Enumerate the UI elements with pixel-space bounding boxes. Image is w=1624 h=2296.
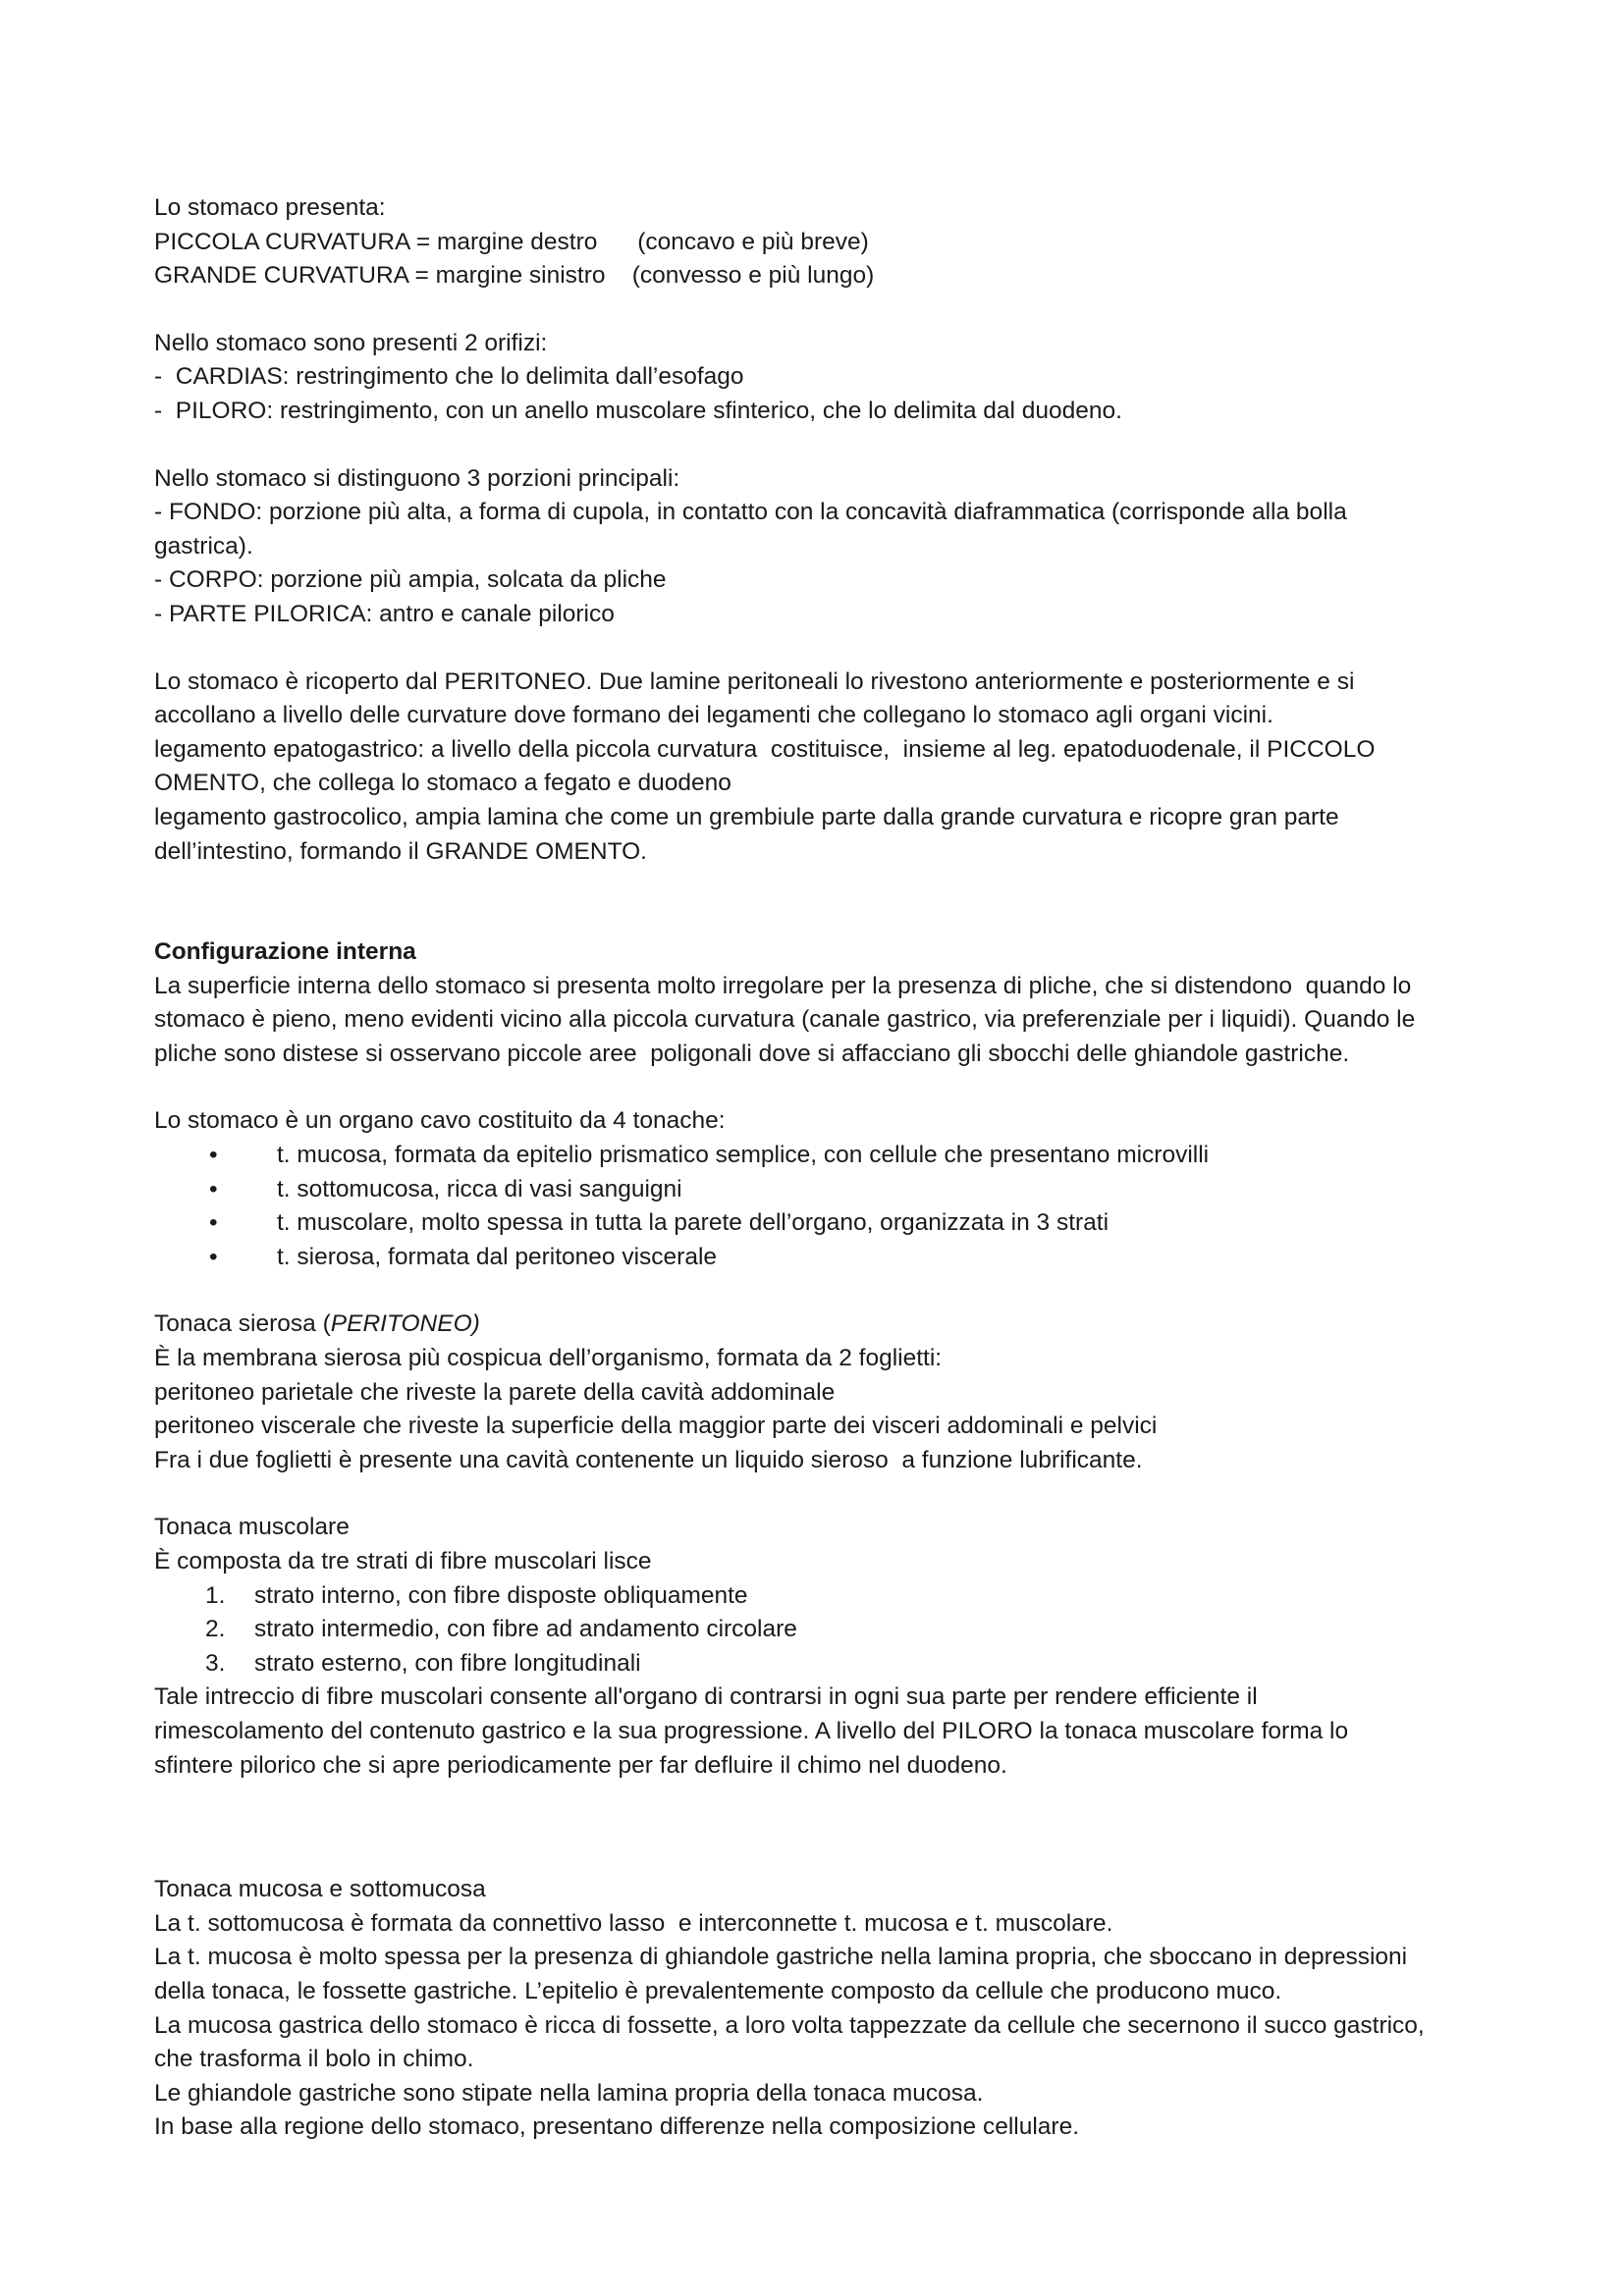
text-line: Lo stomaco è ricoperto dal PERITONEO. Due lamine peritoneali lo rivestono anteriormente e posteriormente e si xyxy=(154,667,1355,695)
text-line: La t. sottomucosa è formata da connettivo lasso e interconnette t. mucosa e t. muscolare. xyxy=(154,1909,1113,1937)
text-line: PICCOLA CURVATURA = margine destro (concavo e più breve) xyxy=(154,228,869,255)
muscolare-section xyxy=(154,1511,1489,1783)
orifizi-section xyxy=(154,327,1489,429)
text-line: pliche sono distese si osservano piccole aree poligonali dove si affacciano gli sbocchi delle ghiandole gastriche. xyxy=(154,1040,1350,1067)
list-text: strato esterno, con fibre longitudinali xyxy=(254,1649,641,1677)
text-line: Lo stomaco presenta: xyxy=(154,194,386,221)
sierosa-section xyxy=(154,1308,1489,1477)
peritoneo-section xyxy=(154,666,1489,870)
list-item xyxy=(154,1613,1489,1647)
text-line: In base alla regione dello stomaco, presentano differenze nella composizione cellulare. xyxy=(154,2113,1080,2141)
tonache-list xyxy=(154,1139,1489,1274)
list-text: strato interno, con fibre disposte obliquamente xyxy=(254,1581,748,1609)
section-title: Tonaca mucosa e sottomucosa xyxy=(154,1876,486,1903)
tonache-section xyxy=(154,1104,1489,1274)
text-line: Fra i due foglietti è presente una cavità contenente un liquido sieroso a funzione lubrificante. xyxy=(154,1446,1143,1473)
text-line: legamento gastrocolico, ampia lamina che come un grembiule parte dalla grande curvatura e ricopre gran parte xyxy=(154,803,1339,830)
list-text: strato intermedio, con fibre ad andamento circolare xyxy=(254,1616,797,1643)
document-page xyxy=(154,191,1489,2145)
strati-list xyxy=(154,1579,1489,1682)
text-line: Nello stomaco sono presenti 2 orifizi: xyxy=(154,329,548,356)
text-line: accollano a livello delle curvature dove formano dei legamenti che collegano lo stomaco agli organi vicini. xyxy=(154,702,1273,729)
porzioni-section xyxy=(154,462,1489,632)
text-line: - FONDO: porzione più alta, a forma di cupola, in contatto con la concavità diaframmatica (corrisponde alla bolla xyxy=(154,499,1347,526)
text-line: La superficie interna dello stomaco si presenta molto irregolare per la presenza di pliche, che si distendono quando lo xyxy=(154,972,1412,999)
text-line: peritoneo parietale che riveste la parete della cavità addominale xyxy=(154,1378,836,1406)
text-line: legamento epatogastrico: a livello della piccola curvatura costituisce, insieme al leg. epatoduodenale, il PICCOLO xyxy=(154,735,1376,763)
title-prefix: Tonaca sierosa ( xyxy=(154,1310,331,1338)
text-line: Lo stomaco è un organo cavo costituito da 4 tonache: xyxy=(154,1107,726,1135)
text-line: stomaco è pieno, meno evidenti vicino alla piccola curvatura (canale gastrico, via preferenziale per i liquidi). Quando le xyxy=(154,1006,1416,1034)
text-line: che trasforma il bolo in chimo. xyxy=(154,2046,474,2073)
text-line: sfintere pilorico che si apre periodicamente per far defluire il chimo nel duodeno. xyxy=(154,1751,1007,1779)
list-item xyxy=(154,1647,1489,1682)
list-number: 3. xyxy=(205,1649,226,1677)
intro-section xyxy=(154,191,1489,294)
list-number: 2. xyxy=(205,1616,226,1643)
text-line: - CORPO: porzione più ampia, solcata da pliche xyxy=(154,566,667,594)
text-line: La mucosa gastrica dello stomaco è ricca di fossette, a loro volta tappezzate da cellule che secernono il succo gastrico, xyxy=(154,2011,1425,2039)
section-title xyxy=(154,1308,1489,1342)
text-line: - CARDIAS: restringimento che lo delimita dall’esofago xyxy=(154,363,744,391)
text-line: È composta da tre strati di fibre muscolari lisce xyxy=(154,1548,652,1575)
text-line: Le ghiandole gastriche sono stipate nella lamina propria della tonaca mucosa. xyxy=(154,2079,984,2107)
text-line: - PILORO: restringimento, con un anello muscolare sfinterico, che lo delimita dal duodeno. xyxy=(154,397,1122,424)
text-line: È la membrana sierosa più cospicua dell’organismo, formata da 2 foglietti: xyxy=(154,1345,943,1372)
list-item: • t. sottomucosa, ricca di vasi sanguigni xyxy=(154,1173,1489,1207)
title-italic: PERITONEO) xyxy=(330,1310,480,1338)
list-item: • t. mucosa, formata da epitelio prismatico semplice, con cellule che presentano microvilli xyxy=(154,1139,1489,1173)
text-line: Nello stomaco si distinguono 3 porzioni principali: xyxy=(154,464,680,492)
text-line: della tonaca, le fossette gastriche. L’epitelio è prevalentemente composto da cellule che producono muco. xyxy=(154,1977,1282,2004)
list-item: • t. sierosa, formata dal peritoneo viscerale xyxy=(154,1241,1489,1275)
section-heading: Configurazione interna xyxy=(154,938,416,966)
list-item xyxy=(154,1579,1489,1614)
text-line: peritoneo viscerale che riveste la superficie della maggior parte dei visceri addominali e pelvici xyxy=(154,1413,1158,1440)
text-line: dell’intestino, formando il GRANDE OMENTO. xyxy=(154,837,647,865)
text-line: gastrica). xyxy=(154,532,253,560)
list-item: • t. muscolare, molto spessa in tutta la parete dell’organo, organizzata in 3 strati xyxy=(154,1206,1489,1241)
list-number: 1. xyxy=(205,1581,226,1609)
text-line: GRANDE CURVATURA = margine sinistro (convesso e più lungo) xyxy=(154,262,875,290)
text-line: OMENTO, che collega lo stomaco a fegato e duodeno xyxy=(154,770,731,797)
text-line: Tale intreccio di fibre muscolari consente all'organo di contrarsi in ogni sua parte per rendere efficiente il xyxy=(154,1683,1258,1711)
text-line: - PARTE PILORICA: antro e canale pilorico xyxy=(154,600,615,627)
text-line: rimescolamento del contenuto gastrico e la sua progressione. A livello del PILORO la tonaca muscolare forma lo xyxy=(154,1717,1349,1744)
configurazione-section xyxy=(154,935,1489,1071)
section-title: Tonaca muscolare xyxy=(154,1514,350,1541)
text-line: La t. mucosa è molto spessa per la presenza di ghiandole gastriche nella lamina propria, che sboccano in depressioni xyxy=(154,1944,1408,1971)
mucosa-section xyxy=(154,1873,1489,2145)
